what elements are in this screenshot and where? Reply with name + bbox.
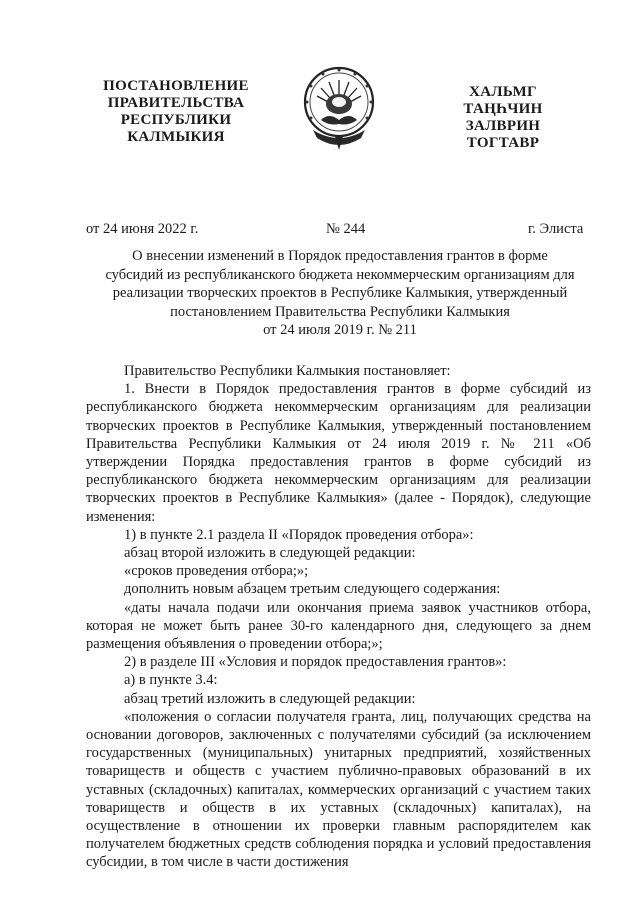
body-paragraph: «даты начала подачи или окончания приема заявок участников отбора, которая не может быть ранее 30-го календарного дня, следующего за днем размещения объявления о проведении отбора;»; xyxy=(86,599,591,653)
body-paragraph: Правительство Республики Калмыкия постановляет: xyxy=(124,363,451,379)
header-right-line: ТАҢҺЧИН xyxy=(463,101,543,117)
document-body xyxy=(86,362,591,872)
title-line: О внесении изменений в Порядок предоставления грантов в форме xyxy=(132,248,548,264)
kalmykia-coat-of-arms-icon xyxy=(299,60,379,152)
document-date: от 24 июня 2022 г. xyxy=(86,221,199,237)
header-left-ru xyxy=(86,78,266,146)
body-paragraph: 1. Внести в Порядок предоставления грантов в форме субсидий из республиканского бюджета некоммерческим организациям для реализации творческих проектов в Республике Калмыкия, утвержденный постановлением Правительства Республики Калмыкия от 24 июля 2019 г. № 211 «Об утверждении Порядка предоставления грантов в форме субсидий из республиканского бюджета некоммерческим организациям для реализации творческих проектов в Республике Калмыкия» (далее - Порядок), следующие изменения: xyxy=(86,381,591,525)
body-paragraph: а) в пункте 3.4: xyxy=(124,672,218,689)
header-right-kalmyk xyxy=(438,84,568,152)
header-left-line: ПОСТАНОВЛЕНИЕ xyxy=(103,78,249,94)
header-left-line: РЕСПУБЛИКИ xyxy=(120,112,232,128)
title-line: субсидий из республиканского бюджета некоммерческим организациям для xyxy=(105,266,575,283)
document-title xyxy=(90,247,590,340)
title-line: постановлением Правительства Республики Калмыкия xyxy=(170,303,510,320)
body-paragraph: абзац второй изложить в следующей редакции: xyxy=(124,545,416,562)
body-paragraph: «положения о согласии получателя гранта, лиц, получающих средства на основании договоров, заключенных с получателями субсидий (за исключением государственных (муниципальных) унитарных предприятий, хозяйственных товариществ и обществ с участием публично-правовых образований в их уставных (складочных) капиталах, коммерческих организаций с участием таких товариществ и обществ в их уставных (складочных) капиталах), на осуществление в отношении их проверки главным распорядителем как получателем бюджетных средств соблюдения порядка и условий предоставления субсидии, в том числе в части достижения xyxy=(86,708,591,871)
body-paragraph: 1) в пункте 2.1 раздела II «Порядок проведения отбора»: xyxy=(124,526,474,543)
title-line: от 24 июля 2019 г. № 211 xyxy=(263,322,417,338)
header-left-line: КАЛМЫКИЯ xyxy=(127,129,225,145)
body-paragraph: абзац третий изложить в следующей редакции: xyxy=(124,690,416,707)
header-left-line: ПРАВИТЕЛЬСТВА xyxy=(107,95,245,111)
title-line: реализации творческих проектов в Республике Калмыкия, утвержденный xyxy=(112,285,568,301)
document-city: г. Элиста xyxy=(528,221,584,237)
header-right-line: ХАЛЬМГ xyxy=(469,84,537,100)
document-number: № 244 xyxy=(326,221,366,237)
body-paragraph: «сроков проведения отбора;»; xyxy=(124,563,309,580)
header-right-line: ТОГТАВР xyxy=(466,135,540,151)
header-right-line: ЗАЛВРИН xyxy=(465,118,541,134)
body-paragraph: дополнить новым абзацем третьим следующего содержания: xyxy=(124,581,501,598)
body-paragraph: 2) в разделе III «Условия и порядок предоставления грантов»: xyxy=(124,654,507,671)
